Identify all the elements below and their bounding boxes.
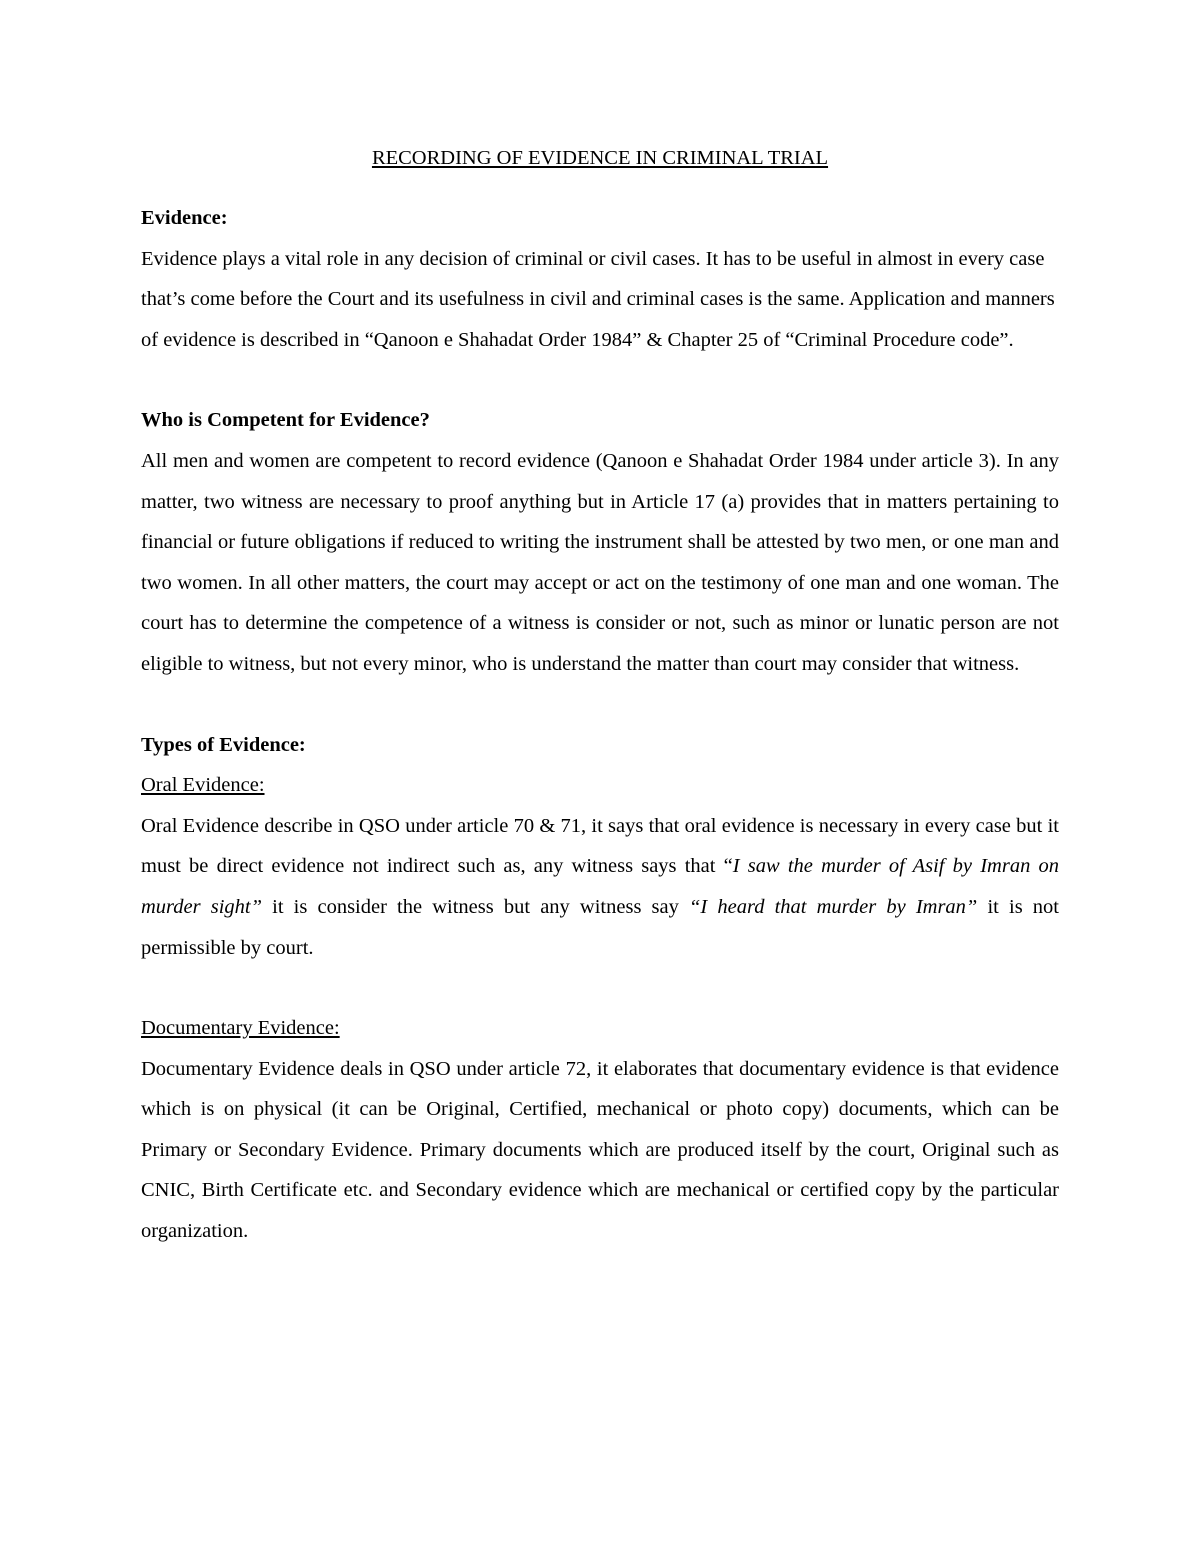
section-heading-competent: Who is Competent for Evidence? bbox=[141, 409, 430, 432]
document-content bbox=[141, 140, 1059, 1252]
oral-text-part-3: it is not permissible by court. bbox=[141, 895, 1060, 959]
section-body-evidence: Evidence plays a vital role in any decision of criminal or civil cases. It has to be useful in almost in every case that’s come before the Court and its usefulness in civil and criminal cases is the same. Application and manners of evidence is described in “Qanoon e Shahadat Order 1984” & Chapter 25 of “Criminal Procedure code”. bbox=[141, 247, 1055, 351]
spacer bbox=[141, 360, 1059, 400]
section-body-competent: All men and women are competent to record evidence (Qanoon e Shahadat Order 1984 under article 3). In any matter, two witness are necessary to proof anything but in Article 17 (a) provides that in matters pertaining to financial or future obligations if reduced to writing the instrument shall be attested by two men, or one man and two women. In all other matters, the court may accept or act on the testimony of one man and one woman. The court has to determine the competence of a witness is consider or not, such as minor or lunatic person are not eligible to witness, but not every minor, who is understand the matter than court may consider that witness. bbox=[141, 449, 1059, 675]
document-title: RECORDING OF EVIDENCE IN CRIMINAL TRIAL bbox=[371, 147, 829, 169]
oral-text-part-2: it is consider the witness but any witness say bbox=[262, 895, 690, 918]
section-body-documentary-evidence: Documentary Evidence deals in QSO under article 72, it elaborates that documentary evidence is that evidence which is on physical (it can be Original, Certified, mechanical or photo copy) documents, which can be Primary or Secondary Evidence. Primary documents which are produced itself by the court, Original such as CNIC, Birth Certificate etc. and Secondary evidence which are mechanical or certified copy by the particular organization. bbox=[141, 1057, 1059, 1243]
spacer bbox=[141, 176, 1059, 198]
oral-text-part-1: Oral Evidence describe in QSO under article 70 & 71, it says that oral evidence is necessary in every case but it must be direct evidence not indirect such as, any witness says that “ bbox=[141, 814, 1059, 878]
spacer bbox=[141, 685, 1059, 725]
section-body-oral-evidence bbox=[141, 806, 1059, 968]
subheading-oral-evidence: Oral Evidence: bbox=[141, 774, 265, 797]
subheading-documentary-evidence: Documentary Evidence: bbox=[141, 1017, 340, 1040]
section-heading-types: Types of Evidence: bbox=[141, 733, 306, 756]
spacer bbox=[141, 968, 1059, 1008]
section-heading-evidence: Evidence: bbox=[141, 207, 228, 229]
oral-quote-1: I saw the murder of Asif by Imran on murder sight” bbox=[141, 855, 1060, 918]
oral-quote-2: “I heard that murder by Imran” bbox=[689, 895, 978, 918]
